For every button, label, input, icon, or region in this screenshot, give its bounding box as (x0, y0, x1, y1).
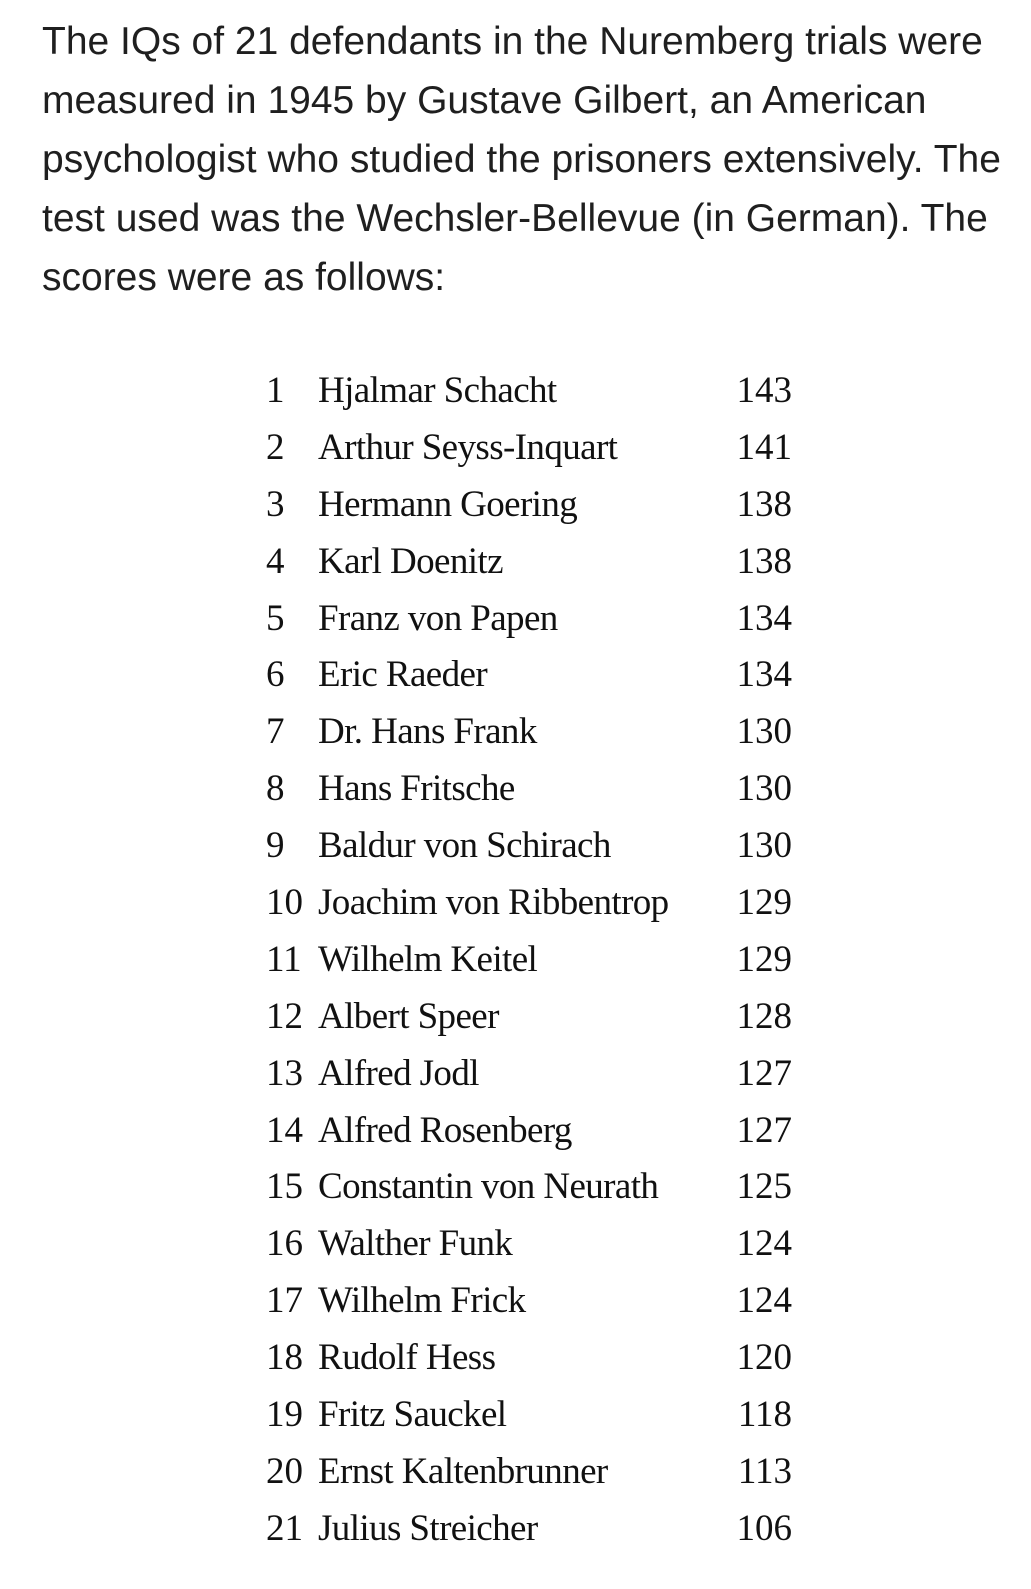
defendant-name-cell: Joachim von Ribbentrop (318, 881, 669, 923)
table-row (266, 1329, 792, 1386)
table-row (266, 988, 792, 1045)
table-row (266, 1500, 792, 1557)
iq-score-cell: 124 (736, 1280, 792, 1322)
iq-score-cell: 120 (736, 1337, 792, 1379)
table-row (266, 874, 792, 931)
defendant-name-cell: Arthur Seyss-Inquart (318, 426, 618, 468)
defendant-name-cell: Franz von Papen (318, 597, 558, 639)
iq-score-cell: 138 (736, 483, 792, 525)
defendant-name-cell: Alfred Jodl (318, 1052, 479, 1094)
rank-cell: 6 (266, 654, 285, 696)
defendant-name-cell: Ernst Kaltenbrunner (318, 1450, 608, 1492)
rank-cell: 19 (266, 1393, 303, 1435)
table-row (266, 1386, 792, 1443)
iq-score-cell: 106 (736, 1507, 792, 1549)
table-row (266, 1443, 792, 1500)
defendant-name-cell: Julius Streicher (318, 1507, 538, 1549)
defendant-name-cell: Wilhelm Keitel (318, 938, 538, 980)
rank-cell: 12 (266, 995, 303, 1037)
table-row (266, 1215, 792, 1272)
iq-score-cell: 118 (737, 1393, 792, 1435)
defendant-name-cell: Eric Raeder (318, 654, 488, 696)
defendant-name-cell: Hjalmar Schacht (318, 369, 557, 411)
iq-scores-body (266, 362, 792, 1557)
defendant-name-cell: Alfred Rosenberg (318, 1109, 572, 1151)
defendant-name-cell: Walther Funk (318, 1223, 513, 1265)
rank-cell: 9 (266, 825, 285, 867)
iq-score-cell: 128 (736, 995, 792, 1037)
rank-cell: 3 (266, 483, 285, 525)
defendant-name-cell: Constantin von Neurath (318, 1166, 659, 1208)
defendant-name-cell: Hermann Goering (318, 483, 578, 525)
table-row (266, 760, 792, 817)
intro-paragraph: The IQs of 21 defendants in the Nuremberg trials were measured in 1945 by Gustave Gilbert, an American psychologist who studied the prisoners extensively. The test used was the Wechsler-Bellevue (in German). The scores were as follows: (42, 20, 1001, 299)
rank-cell: 15 (266, 1166, 303, 1208)
rank-cell: 13 (266, 1052, 303, 1094)
iq-score-cell: 138 (736, 540, 792, 582)
iq-score-cell: 129 (736, 938, 792, 980)
table-row (266, 476, 792, 533)
rank-cell: 17 (266, 1280, 303, 1322)
iq-score-cell: 113 (737, 1450, 792, 1492)
iq-score-cell: 127 (736, 1052, 792, 1094)
rank-cell: 16 (266, 1223, 303, 1265)
table-row (266, 1102, 792, 1159)
rank-cell: 10 (266, 881, 303, 923)
iq-score-cell: 125 (736, 1166, 792, 1208)
iq-score-cell: 143 (736, 369, 792, 411)
table-row (266, 1045, 792, 1102)
iq-scores-table (266, 362, 792, 1557)
defendant-name-cell: Dr. Hans Frank (318, 711, 537, 753)
rank-cell: 4 (266, 540, 285, 582)
iq-score-cell: 130 (736, 711, 792, 753)
iq-score-cell: 134 (736, 654, 792, 696)
table-row (266, 1272, 792, 1329)
iq-score-cell: 124 (736, 1223, 792, 1265)
defendant-name-cell: Hans Fritsche (318, 768, 515, 810)
table-row (266, 703, 792, 760)
table-row (266, 362, 792, 419)
iq-score-cell: 141 (736, 426, 792, 468)
iq-score-cell: 130 (736, 825, 792, 867)
table-row (266, 533, 792, 590)
defendant-name-cell: Rudolf Hess (318, 1337, 496, 1379)
defendant-name-cell: Baldur von Schirach (318, 825, 611, 867)
rank-cell: 11 (266, 938, 302, 980)
rank-cell: 20 (266, 1450, 303, 1492)
rank-cell: 5 (266, 597, 285, 639)
defendant-name-cell: Fritz Sauckel (318, 1393, 507, 1435)
table-row (266, 817, 792, 874)
table-row (266, 590, 792, 647)
defendant-name-cell: Wilhelm Frick (318, 1280, 526, 1322)
iq-score-cell: 130 (736, 768, 792, 810)
rank-cell: 7 (266, 711, 285, 753)
table-row (266, 646, 792, 703)
rank-cell: 1 (266, 369, 285, 411)
iq-score-cell: 129 (736, 881, 792, 923)
defendant-name-cell: Albert Speer (318, 995, 499, 1037)
rank-cell: 2 (266, 426, 285, 468)
defendant-name-cell: Karl Doenitz (318, 540, 503, 582)
table-row (266, 419, 792, 476)
rank-cell: 18 (266, 1337, 303, 1379)
rank-cell: 14 (266, 1109, 303, 1151)
iq-score-cell: 127 (736, 1109, 792, 1151)
table-row (266, 1158, 792, 1215)
table-row (266, 931, 792, 988)
rank-cell: 8 (266, 768, 285, 810)
iq-score-cell: 134 (736, 597, 792, 639)
rank-cell: 21 (266, 1507, 303, 1549)
